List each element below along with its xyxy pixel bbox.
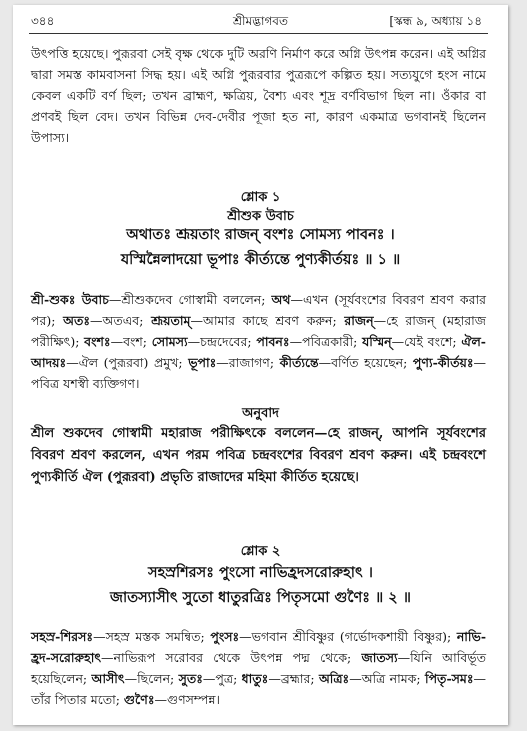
synonym-word: ভূপাঃ bbox=[188, 355, 217, 370]
synonym-word: অতঃ bbox=[63, 313, 91, 328]
document-page bbox=[13, 5, 508, 725]
synonym-word: গুণৈঃ bbox=[123, 692, 155, 707]
synonym-word: নাভি-হ্রদ-সরোরুহাৎ bbox=[31, 629, 487, 665]
synonym-word: পুণ্য-কীর্তয়ঃ bbox=[412, 355, 474, 370]
translation-heading: অনুবাদ bbox=[242, 406, 279, 421]
synonym-meaning: —তাঁর পিতার মতো; bbox=[31, 671, 486, 707]
verse1-heading: শ্লোক ১ bbox=[240, 190, 281, 205]
synonym-meaning: —এখন (সূর্যবংশের বিবরণ শ্রবণ করার পর); bbox=[31, 292, 486, 328]
synonym-meaning: —পুত্র; bbox=[202, 671, 242, 686]
synonym-word: শ্রী-শুকঃ উবাচ bbox=[31, 292, 109, 307]
synonym-meaning: —ব্রহ্মার; bbox=[268, 671, 319, 686]
synonym-word: কীর্ত্যন্তে bbox=[279, 355, 319, 370]
chapter-reference: [স্কন্ধ ৯, অধ্যায় ১৪ bbox=[389, 14, 482, 28]
synonym-meaning: —শ্রীশুকদেব গোস্বামী বললেন; bbox=[108, 292, 272, 307]
synonym-meaning: —অত্রি নামক; bbox=[349, 671, 425, 686]
verse1-line1: অথাতঃ শ্রূয়তাং রাজন্ বংশঃ সোমস্য পাবনঃ । bbox=[126, 226, 395, 243]
synonym-word: যস্মিন্ bbox=[362, 334, 392, 349]
verse2-line2: জাতস্যাসীৎ সুতো ধাতুরত্রিঃ পিতৃসমো গুণৈঃ ॥ ২ ॥ bbox=[110, 589, 411, 606]
synonym-meaning: —হে রাজন্ (মহারাজ পরীক্ষিৎ); bbox=[31, 313, 486, 349]
synonym-meaning: —ভগবান শ্রীবিষ্ণুর (গর্ভোদকশায়ী বিষ্ণুর); bbox=[239, 629, 457, 644]
synonym-word: সোমস্য bbox=[151, 334, 188, 349]
synonym-meaning: —রাজাগণ; bbox=[216, 355, 280, 370]
synonym-meaning: —পবিত্র যশস্বী ব্যক্তিগণ। bbox=[31, 355, 486, 391]
synonym-word: পিতৃ-সমঃ bbox=[425, 671, 474, 686]
synonym-word: বংশঃ bbox=[84, 334, 111, 349]
synonym-word: অত্রিঃ bbox=[318, 671, 350, 686]
synonym-meaning: —ছিলেন; bbox=[124, 671, 179, 686]
synonym-word: জাতস্য bbox=[361, 650, 398, 665]
verse2-heading: শ্লোক ২ bbox=[240, 544, 281, 559]
book-title: শ্রীমদ্ভাগবত bbox=[232, 14, 288, 28]
synonym-meaning: —বর্ণিত হয়েছেন; bbox=[318, 355, 413, 370]
verse1-synonyms bbox=[31, 289, 486, 394]
synonym-word: পাবনঃ bbox=[256, 334, 290, 349]
synonym-word: ঐল-আদয়ঃ bbox=[31, 334, 486, 370]
synonym-word: শ্রূয়তাম্ bbox=[151, 313, 191, 328]
synonym-word: সহস্র-শিরসঃ bbox=[31, 629, 94, 644]
header-rule bbox=[29, 33, 488, 34]
synonym-meaning: —অতএব; bbox=[90, 313, 152, 328]
verse1-translation: শ্রীল শুকদেব গোস্বামী মহারাজ পরীক্ষিৎকে বললেন—হে রাজন্, আপনি সূর্যবংশের বিবরণ শ্রবণ করলেন, এখন পরম পবিত্র চন্দ্রবংশের বিবরণ শ্রবণ করুন। এই চন্দ্রবংশে পুণ্যকীর্তি ঐল (পুরূরবা) প্রভৃতি রাজাদের মহিমা কীর্তিত হয়েছে। bbox=[31, 426, 486, 485]
synonym-meaning: —যিনি আবির্ভূত হয়েছিলেন; bbox=[31, 650, 486, 686]
synonym-meaning: —ঐল (পুরূরবা) প্রমুখ; bbox=[66, 355, 189, 370]
synonym-meaning: —আমার কাছে শ্রবণ করুন; bbox=[190, 313, 345, 328]
synonym-word: সুতঃ bbox=[178, 671, 203, 686]
verse1-speaker: শ্রীশুক উবাচ bbox=[227, 209, 294, 224]
page-number: ৩৪৪ bbox=[31, 14, 55, 28]
synonym-word: রাজন্ bbox=[344, 313, 374, 328]
synonym-meaning: —যেই বংশে; bbox=[391, 334, 462, 349]
verse2-line1: সহস্রশিরসঃ পুংসো নাভিহ্রদসরোরুহাৎ । bbox=[148, 564, 373, 581]
synonym-meaning: —নাভিরূপ সরোবর থেকে উৎপন্ন পদ্ম থেকে; bbox=[101, 650, 362, 665]
synonym-meaning: —সহস্র মস্তক সমন্বিত; bbox=[93, 629, 211, 644]
synonym-meaning: —চন্দ্রদেবের; bbox=[187, 334, 257, 349]
synonym-word: আসীৎ bbox=[91, 671, 125, 686]
synonym-word: পুংসঃ bbox=[210, 629, 240, 644]
synonym-meaning: —গুণসম্পন্ন। bbox=[154, 692, 220, 707]
verse1-line2: যস্মিন্নৈলাদয়ো ভূপাঃ কীর্ত্যন্তে পুণ্যকীর্তয়ঃ ॥ ১ ॥ bbox=[120, 251, 401, 268]
synonym-meaning: —বংশ; bbox=[110, 334, 152, 349]
intro-paragraph: উৎপত্তি হয়েছে। পুরূরবা সেই বৃক্ষ থেকে দুটি অরণি নির্মাণ করে অগ্নি উৎপন্ন করেন। এই অগ্নির দ্বারা সমস্ত কামবাসনা সিদ্ধ হয়। এই অগ্নি পুরূরবার পুত্ররূপে কল্পিত হয়। সত্যযুগে হংস নামে কেবল একটি বর্ণ ছিল; তখন ব্রাহ্মণ, ক্ষত্রিয়, বৈশ্য এবং শূদ্র বর্ণবিভাগ ছিল না। ওঁকার বা প্রণবই ছিল বেদ। তখন বিভিন্ন দেব-দেবীর পূজা হত না, কারণ একমাত্র ভগবানই ছিলেন উপাস্য। bbox=[31, 46, 486, 145]
synonym-word: অথ bbox=[271, 292, 291, 307]
verse2-synonyms bbox=[31, 626, 486, 710]
synonym-meaning: —পবিত্রকারী; bbox=[289, 334, 363, 349]
synonym-word: ধাতুঃ bbox=[241, 671, 269, 686]
